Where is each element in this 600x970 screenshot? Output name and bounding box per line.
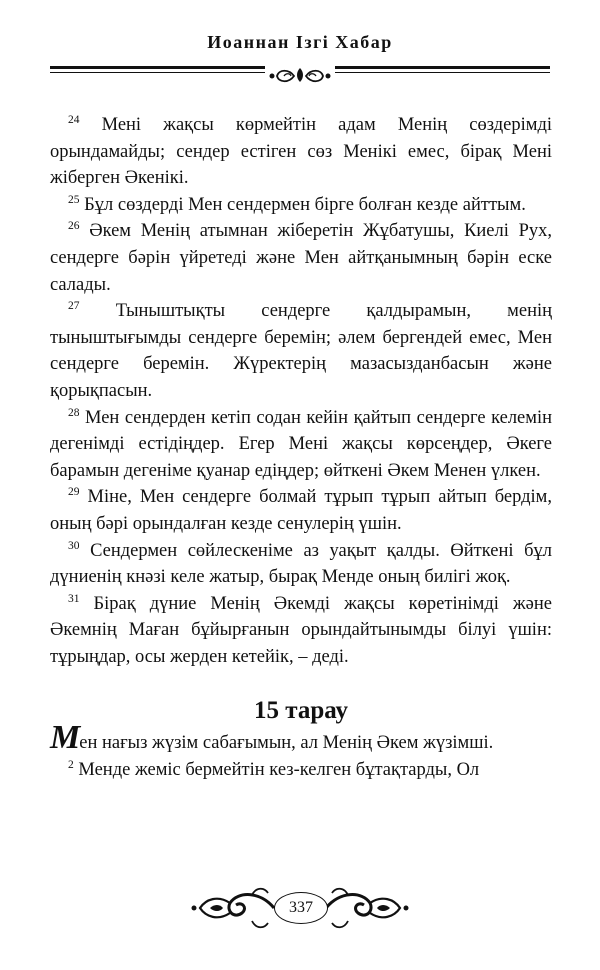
verse-27	[50, 298, 552, 404]
verse-text: Мен сендерден кетіп содан кейін қайтып сендерге келемін дегенімді естідіңдер. Егер Мені жақсы көрсеңдер, Әкеге барамын дегеніме қуанар едіңдер; өйткені Әкем Менен үлкен.	[50, 407, 553, 481]
verse-text: Әкем Менің атымнан жіберетін Жұбатушы, Киелі Рух, сендерге бәрін үйретеді және Мен айтқанымның бәрін еске салады.	[50, 221, 552, 295]
verse-number: 2	[68, 759, 74, 772]
verse-text: Міне, Мен сендерге болмай тұрып тұрып айтып бердім, оның бәрі орындалған кезде сенулерің үшін.	[50, 487, 553, 534]
verse-number: 29	[68, 486, 80, 499]
verse-28	[50, 405, 552, 485]
verse-number: 26	[68, 220, 80, 233]
chapter-body	[50, 112, 552, 784]
verse-30	[50, 538, 552, 591]
verse-29	[50, 484, 552, 537]
verse-number: 25	[68, 193, 80, 206]
verse-text: Сендермен сөйлескеніме аз уақыт қалды. Өйткені бұл дүниенің кнәзі келе жатыр, бырақ Менде оның билігі жоқ.	[50, 540, 552, 588]
chapter-title: 15 тарау	[254, 697, 348, 725]
verse-number: 28	[68, 406, 80, 419]
verse-number: 27	[68, 300, 80, 313]
drop-cap: М	[50, 719, 80, 757]
verse-text: Бұл сөздерді Мен сендермен бірге болған кезде айттым.	[84, 194, 526, 215]
verse-text: Тыныштықты сендерге қалдырамын, менің тыныштығымды сендерге беремін; әлем бергендей емес, Мен сендерге беремін. Жүректерің мазасызданбасын және қорықпасын.	[50, 301, 553, 401]
verse-text: Мені жақсы көрмейтін адам Менің сөздерімді орындамайды; сендер естіген сөз Менікі емес, бірақ Мені жіберген Әкенікі.	[50, 115, 552, 189]
verse-number: 31	[68, 592, 80, 605]
verse-number: 24	[68, 114, 80, 126]
verse-26	[50, 218, 552, 298]
verse-31	[50, 591, 552, 671]
verse-text: Бірақ дүние Менің Әкемді жақсы көретінімді және Әкемнің Маған бұйырғанын орындайтынымды білуі үшін: тұрыңдар, осы жерден кетейік, – деді.	[50, 593, 552, 667]
verse-25	[50, 192, 552, 219]
header-title: Иоаннан Ізгі Хабар	[207, 32, 393, 52]
verse-2	[50, 757, 552, 784]
verse-number: 30	[68, 539, 80, 552]
page-number: 337	[274, 892, 328, 924]
chapter-first-verse	[50, 719, 552, 757]
header-ornament-icon	[265, 64, 335, 88]
verse-text: ен нағыз жүзім сабағымын, ал Менің Әкем жүзімші.	[79, 733, 494, 754]
verse-24	[50, 112, 552, 192]
verse-text: Менде жеміс бермейтін кез-келген бұтақтарды, Ол	[78, 760, 480, 781]
